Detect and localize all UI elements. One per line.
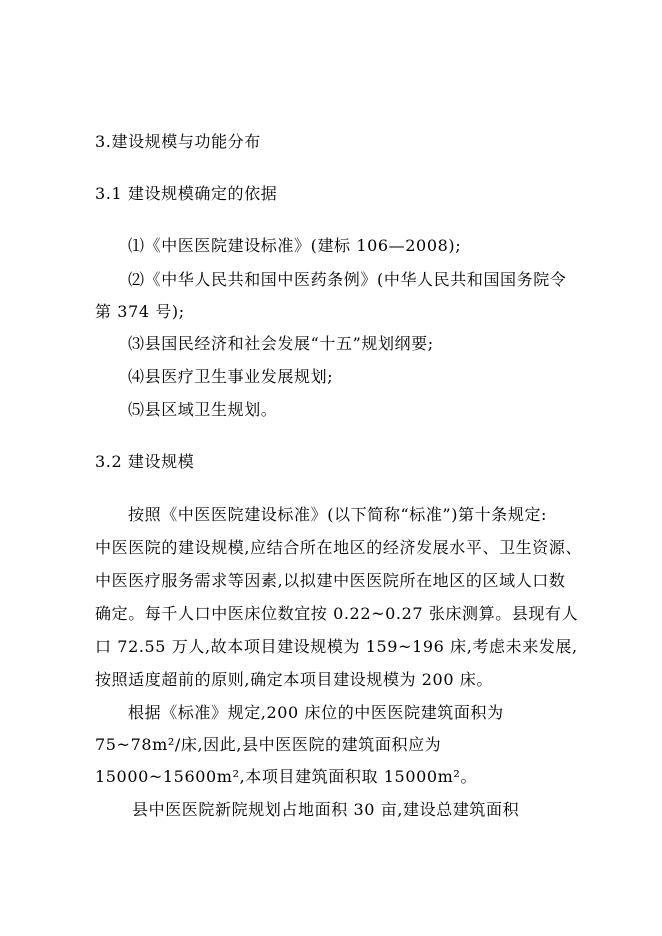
basis-item-5: ⑸县区域卫生规划。 — [128, 400, 278, 419]
basis-item-2-continued: 第 374 号); — [95, 302, 185, 321]
paragraph-1-line-3: 中医医疗服务需求等因素,以拟建中医医院所在地区的区域人口数 — [95, 571, 566, 590]
section-3-1-title: 3.1 建设规模确定的依据 — [95, 184, 278, 203]
paragraph-2-line-1: 根据《标准》规定,200 床位的中医医院建筑面积为 — [128, 703, 504, 722]
section-3-2-title: 3.2 建设规模 — [95, 452, 195, 471]
basis-item-2: ⑵《中华人民共和国中医药条例》(中华人民共和国国务院令 — [128, 270, 567, 289]
paragraph-2-line-3: 15000~15600m²,本项目建筑面积取 15000m²。 — [95, 767, 478, 786]
paragraph-1-line-1: 按照《中医医院建设标准》(以下简称“标准”)第十条规定: — [128, 505, 548, 524]
paragraph-1-line-6: 按照适度超前的原则,确定本项目建设规模为 200 床。 — [95, 670, 493, 689]
paragraph-2-line-2: 75~78m²/床,因此,县中医医院的建筑面积应为 — [95, 735, 442, 754]
paragraph-1-line-4: 确定。每千人口中医床位数宜按 0.22~0.27 张床测算。县现有人 — [95, 604, 579, 623]
paragraph-1-line-5: 口 72.55 万人,故本项目建设规模为 159~196 床,考虑未来发展, — [95, 637, 578, 656]
basis-item-3: ⑶县国民经济和社会发展“十五”规划纲要; — [128, 334, 434, 353]
section-3-title: 3.建设规模与功能分布 — [95, 132, 261, 151]
basis-item-4: ⑷县医疗卫生事业发展规划; — [128, 367, 334, 386]
paragraph-1-line-2: 中医医院的建设规模,应结合所在地区的经济发展水平、卫生资源、 — [95, 538, 583, 557]
basis-item-1: ⑴《中医医院建设标准》(建标 106—2008); — [128, 236, 462, 255]
paragraph-3-line-1: 县中医医院新院规划占地面积 30 亩,建设总建筑面积 — [132, 800, 520, 819]
